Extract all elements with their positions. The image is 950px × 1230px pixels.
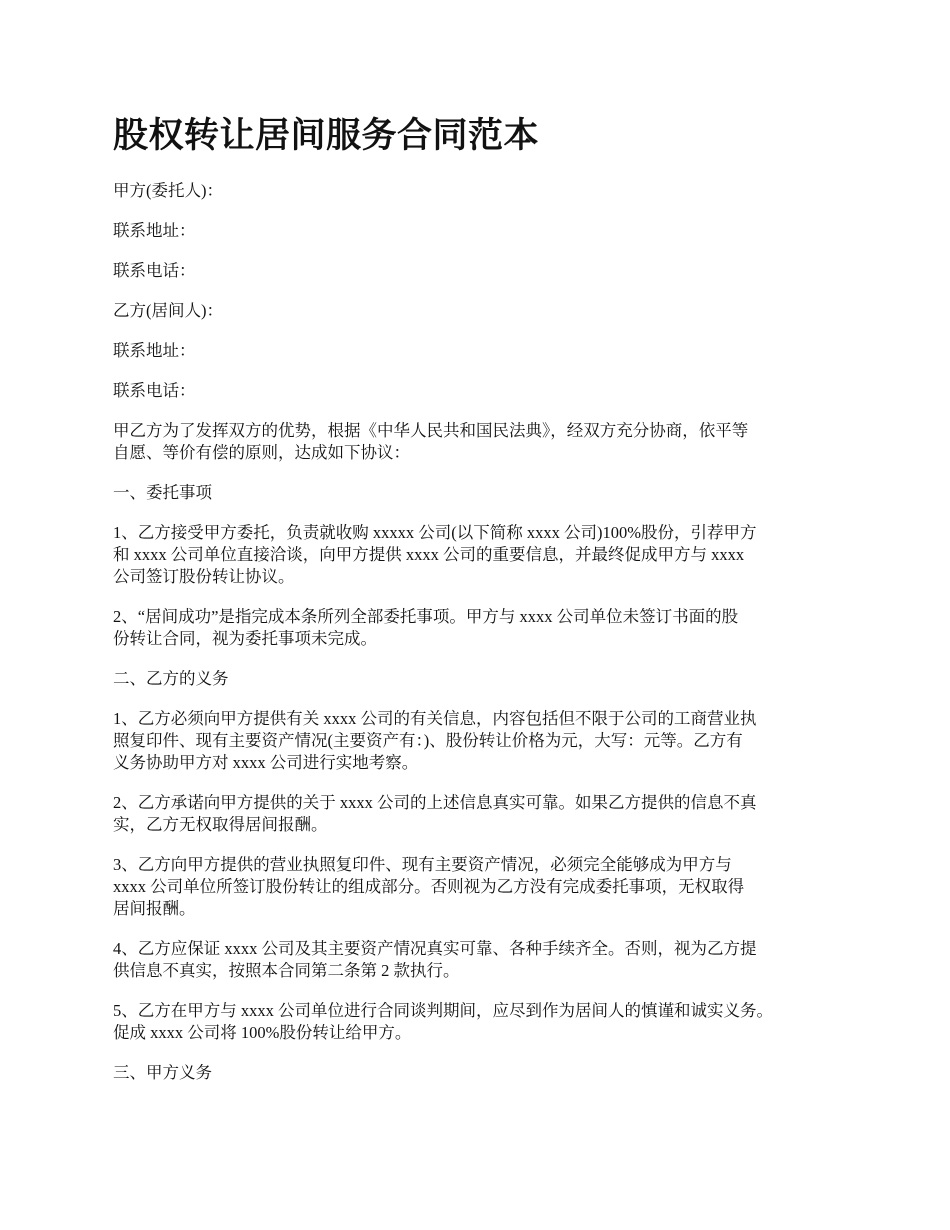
- document-page: [113, 110, 853, 1102]
- clause-paragraph: 4、乙方应保证 xxxx 公司及其主要资产情况真实可靠、各种手续齐全。否则，视为乙方提 供信息不真实，按照本合同第二条第 2 款执行。: [113, 939, 757, 980]
- party-b-line: 乙方(居间人)：: [113, 301, 223, 320]
- party-a-line: 甲方(委托人)：: [113, 181, 223, 200]
- preamble-paragraph: 甲乙方为了发挥双方的优势，根据《中华人民共和国民法典》，经双方充分协商，依平等 自愿、等价有偿的原则，达成如下协议：: [113, 421, 749, 462]
- section-heading-entrusted-matters: 一、委托事项: [113, 483, 212, 502]
- clause-paragraph: 1、乙方接受甲方委托，负责就收购 xxxxx 公司(以下简称 xxxx 公司)100%股份，引荐甲方 和 xxxx 公司单位直接洽谈，向甲方提供 xxxx 公司的重要信息，并最终促成甲方与 xxxx 公司签订股份转让协议。: [113, 523, 757, 586]
- document-title: 股权转让居间服务合同范本: [113, 116, 540, 156]
- party-b-phone-line: 联系电话：: [113, 381, 196, 400]
- clause-paragraph: 3、乙方向甲方提供的营业执照复印件、现有主要资产情况，必须完全能够成为甲方与 xxxx 公司单位所签订股份转让的组成部分。否则视为乙方没有完成委托事项，无权取得 居间报酬。: [113, 855, 745, 918]
- party-a-phone-line: 联系电话：: [113, 261, 196, 280]
- section-heading-party-b-obligations: 二、乙方的义务: [113, 669, 229, 688]
- clause-paragraph: 2、乙方承诺向甲方提供的关于 xxxx 公司的上述信息真实可靠。如果乙方提供的信息不真 实，乙方无权取得居间报酬。: [113, 793, 757, 834]
- party-a-address-line: 联系地址：: [113, 221, 196, 240]
- clause-paragraph: 5、乙方在甲方与 xxxx 公司单位进行合同谈判期间，应尽到作为居间人的慎谨和诚实义务。 促成 xxxx 公司将 100%股份转让给甲方。: [113, 1001, 773, 1042]
- section-heading-party-a-obligations: 三、甲方义务: [113, 1063, 212, 1082]
- clause-paragraph: 1、乙方必须向甲方提供有关 xxxx 公司的有关信息，内容包括但不限于公司的工商营业执 照复印件、现有主要资产情况(主要资产有：)、股份转让价格为元，大写：元等。乙方有 义务协助甲方对 xxxx 公司进行实地考察。: [113, 709, 757, 772]
- clause-paragraph: 2、“居间成功”是指完成本条所列全部委托事项。甲方与 xxxx 公司单位未签订书面的股 份转让合同，视为委托事项未完成。: [113, 607, 739, 648]
- party-b-address-line: 联系地址：: [113, 341, 196, 360]
